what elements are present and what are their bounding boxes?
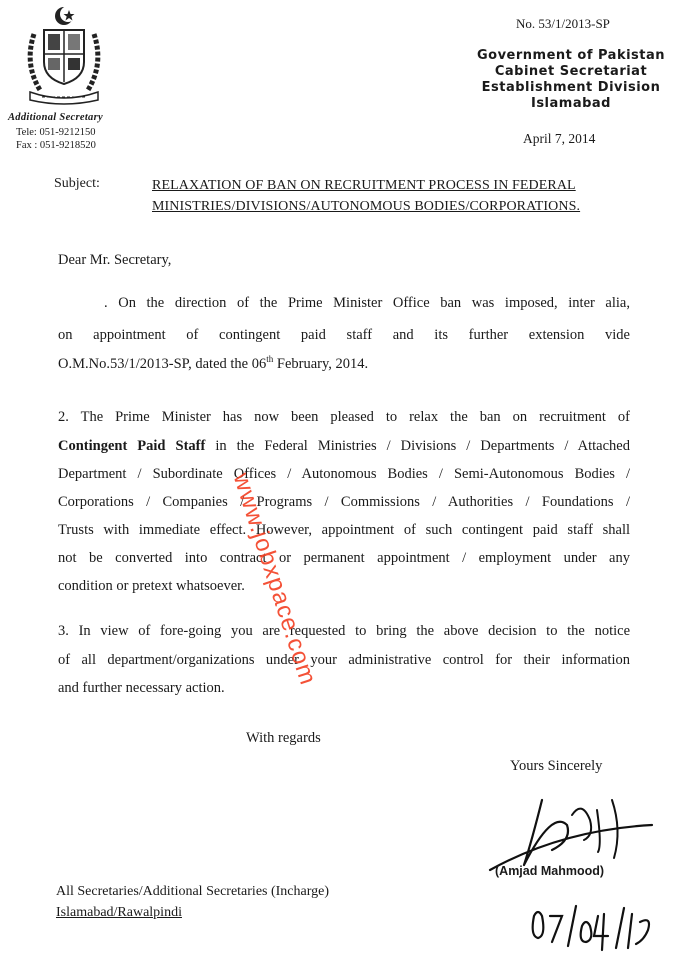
distribution-line-1: All Secretaries/Additional Secretaries (Incharge)	[56, 884, 330, 899]
office-title: Additional Secretary	[8, 112, 103, 123]
para2-line-6: not be converted into contract or permanent appointment / employment under any	[58, 550, 630, 566]
para3-line-2: of all department/organizations under your administrative control for their information	[58, 652, 630, 668]
ordinal-suffix: th	[266, 354, 274, 364]
subject-line-1: RELAXATION OF BAN ON RECRUITMENT PROCESS IN FEDERAL	[152, 178, 576, 193]
para2-line-5: Trusts with immediate effect. However, appointment of such contingent paid staff shall	[58, 522, 630, 538]
contingent-staff-bold: Contingent Paid Staff	[58, 438, 206, 454]
para1-line-1: . On the direction of the Prime Minister Office ban was imposed, inter alia,	[104, 295, 630, 311]
para1-line-2: on appointment of contingent paid staff and its further extension vide	[58, 327, 630, 343]
fax-number: Fax : 051-9218520	[16, 140, 96, 151]
para2-line-3: Department / Subordinate Offices / Autonomous Bodies / Semi-Autonomous Bodies /	[58, 466, 630, 482]
yours-sincerely: Yours Sincerely	[510, 758, 603, 774]
para1-line-3-end: February, 2014.	[273, 355, 369, 372]
closing-regards: With regards	[246, 730, 321, 746]
para3-line-1: 3. In view of fore-going you are requested to bring the above decision to the notice	[58, 623, 630, 639]
para2-line-1: 2. The Prime Minister has now been pleased to relax the ban on recruitment of	[58, 409, 630, 425]
reference-number: No. 53/1/2013-SP	[516, 16, 610, 31]
distribution-line-2: Islamabad/Rawalpindi	[56, 905, 182, 920]
para3-line-3: and further necessary action.	[58, 680, 225, 696]
gov-line-division: Establishment Division	[481, 80, 661, 95]
para2-line-2-text: in the Federal Ministries / Divisions / Departments / Attached	[205, 438, 630, 454]
para1-line-3-text: O.M.No.53/1/2013-SP, dated the 06	[58, 355, 267, 372]
subject-line-2: MINISTRIES/DIVISIONS/AUTONOMOUS BODIES/CORPORATIONS.	[152, 199, 581, 214]
para2-line-7: condition or pretext whatsoever.	[58, 578, 245, 594]
telephone-number: Tele: 051-9212150	[16, 127, 96, 138]
website-watermark[interactable]: www.jobxpace.com	[227, 469, 322, 689]
gov-line-city: Islamabad	[530, 96, 611, 111]
salutation: Dear Mr. Secretary,	[58, 252, 172, 268]
state-emblem-icon	[20, 4, 108, 106]
handwritten-date	[528, 886, 668, 956]
para1-line-3	[58, 354, 630, 373]
gov-line-secretariat: Cabinet Secretariat	[494, 64, 648, 79]
para2-line-4: Corporations / Companies / Programs / Commissions / Authorities / Foundations /	[58, 494, 630, 510]
subject-label: Subject:	[54, 176, 100, 191]
gov-line-government: Government of Pakistan	[476, 48, 666, 63]
para2-line-2	[58, 438, 630, 455]
signatory-name: (Amjad Mahmood)	[495, 864, 605, 878]
letter-date: April 7, 2014	[523, 131, 596, 146]
